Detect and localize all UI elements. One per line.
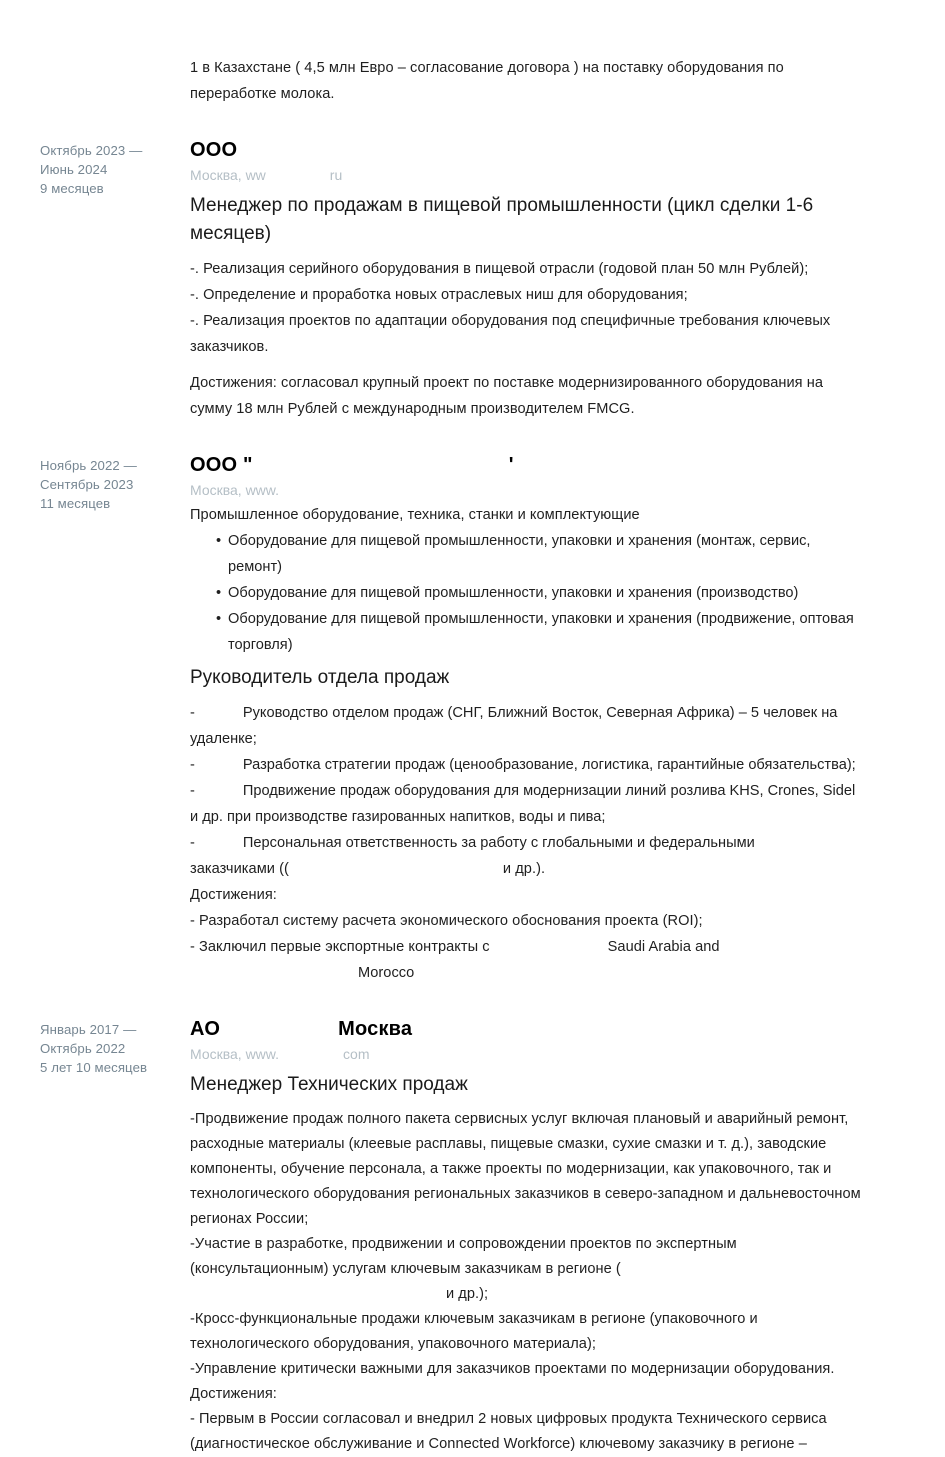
export-mid: Saudi Arabia and — [607, 939, 720, 955]
intro-paragraph — [0, 0, 945, 107]
duty-item: -. Реализация серийного оборудования в пищевой отрасли (годовой план 50 млн Рублей); — [190, 261, 809, 277]
duty-text: Разработка стратегии продаж (ценообразование, логистика, гарантийные обязательства); — [242, 757, 856, 773]
company-site-3 — [190, 1043, 867, 1065]
customers-line — [190, 856, 867, 882]
company-name-3 — [190, 1016, 867, 1042]
achievement-item: - Первым в России согласовал и внедрил 2 новых цифровых продукта Технического сервиса (диагностическое обслуживание и Connected Workforce) ключевому заказчику в регионе – — [190, 1411, 827, 1452]
experience-body-1 — [190, 137, 945, 422]
period-end: Сентябрь 2023 — [40, 477, 134, 492]
duty-item: -Управление критически важными для заказчиков проектами по модернизации оборудования. — [190, 1361, 835, 1377]
export-end: Morocco — [358, 965, 415, 981]
company-site-2 — [190, 479, 867, 501]
spacer — [0, 107, 945, 137]
customers-prefix: заказчиками (( — [190, 861, 289, 877]
duty-item: - Руководство отделом продаж (СНГ, Ближний Восток, Северная Африка) – 5 человек на удаленке; — [190, 705, 838, 747]
list-item: • Оборудование для пищевой промышленности, упаковки и хранения (монтаж, сервис, ремонт) — [216, 528, 867, 580]
list-item: • Оборудование для пищевой промышленности, упаковки и хранения (производство) — [216, 580, 867, 606]
achievement-item: - Разработал систему расчета экономического обоснования проекта (ROI); — [190, 913, 703, 929]
period-duration: 11 месяцев — [40, 496, 111, 511]
period-start: Ноябрь 2022 — — [40, 458, 137, 473]
period-end: Октябрь 2022 — [40, 1041, 126, 1056]
expert-suffix: и др.); — [446, 1286, 489, 1302]
duty-item: -. Определение и проработка новых отраслевых ниш для оборудования; — [190, 287, 688, 303]
experience-period-2 — [40, 452, 190, 513]
period-start: Январь 2017 — — [40, 1022, 137, 1037]
industry-bullets — [190, 528, 867, 658]
duty-text: Персональная ответственность за работу с глобальными и федеральными — [242, 835, 755, 851]
position-title-1: Менеджер по продажам в пищевой промышленности (цикл сделки 1-6 месяцев) — [190, 195, 814, 244]
spacer — [0, 986, 945, 1016]
experience-period-1 — [40, 137, 190, 198]
export-contracts-line — [190, 934, 867, 986]
achievements-1: Достижения: согласовал крупный проект по поставке модернизированного оборудования на сумму 18 млн Рублей с международным производителем FMCG. — [190, 375, 824, 417]
company-quote-close: ' — [508, 454, 514, 476]
company-name-2 — [190, 452, 867, 478]
spacer — [190, 360, 867, 370]
experience-body-2 — [190, 452, 945, 986]
duty-item: -. Реализация проектов по адаптации оборудования под специфичные требования ключевых заказчиков. — [190, 313, 831, 355]
list-item: • Оборудование для пищевой промышленности, упаковки и хранения (продвижение, оптовая торговля) — [216, 606, 867, 658]
duty-item: - Персональная ответственность за работу с глобальными и федеральными — [190, 835, 755, 851]
experience-entry-2 — [0, 452, 945, 986]
company-suffix: Москва — [338, 1018, 413, 1040]
period-end: Июнь 2024 — [40, 162, 108, 177]
site-suffix: ru — [329, 167, 343, 183]
experience-body-3 — [190, 1016, 945, 1457]
experience-entry-3 — [0, 1016, 945, 1457]
period-start: Октябрь 2023 — — [40, 143, 143, 158]
position-title-2: Руководитель отдела продаж — [190, 667, 450, 688]
duty-item: - Продвижение продаж оборудования для модернизации линий розлива KHS, Crones, Sidel и др. при производстве газированных напитков, воды и пива; — [190, 783, 856, 825]
site-suffix: com — [343, 1046, 370, 1062]
intro-line-2: переработке молока. — [190, 86, 335, 102]
expert-prefix: (консультационным) услугам ключевым заказчикам в регионе ( — [190, 1261, 621, 1277]
site-prefix: Москва, www. — [190, 1046, 280, 1062]
company-prefix: АО — [190, 1018, 221, 1040]
expert-line-1: -Участие в разработке, продвижении и сопровождении проектов по экспертным — [190, 1236, 737, 1252]
experience-entry-1 — [0, 137, 945, 422]
duty-text: Продвижение продаж оборудования для модернизации линий розлива KHS, Crones, Sidel и др. при производстве газированных напитков, воды и пива; — [190, 783, 856, 825]
duty-item: - Разработка стратегии продаж (ценообразование, логистика, гарантийные обязательства); — [190, 757, 856, 773]
duty-text: Руководство отделом продаж (СНГ, Ближний Восток, Северная Африка) – 5 человек на удаленке; — [190, 705, 838, 747]
achievements-label-2: Достижения: — [190, 887, 277, 903]
expert-line-2 — [190, 1257, 867, 1282]
intro-line-1: 1 в Казахстане ( 4,5 млн Евро – согласование договора ) на поставку оборудования по — [190, 60, 784, 76]
site-prefix: Москва, www. — [190, 482, 280, 498]
company-name-1 — [190, 137, 867, 163]
duty-item: -Продвижение продаж полного пакета сервисных услуг включая плановый и аварийный ремонт, расходные материалы (клеевые расплавы, пищевые смазки, сухие смазки и т. д.), заводские компоненты, обучение персонала, а также проекты по модернизации, как упаковочного, так и технологического оборудования региональных заказчиков в северо-западном и дальневосточном регионах России; — [190, 1111, 861, 1227]
site-prefix: Москва, ww — [190, 167, 266, 183]
experience-period-3 — [40, 1016, 190, 1077]
achievements-label-3: Достижения: — [190, 1386, 277, 1402]
customers-suffix: и др.). — [502, 861, 546, 877]
expert-line-3 — [190, 1282, 867, 1307]
company-prefix: ООО — [190, 139, 238, 161]
period-duration: 9 месяцев — [40, 181, 104, 196]
company-site-1 — [190, 164, 867, 186]
company-prefix: ООО " — [190, 454, 253, 476]
duty-item: -Кросс-функциональные продажи ключевым заказчикам в регионе (упаковочного и технологического оборудования, упаковочного материала); — [190, 1311, 758, 1352]
position-title-3: Менеджер Технических продаж — [190, 1074, 468, 1095]
period-duration: 5 лет 10 месяцев — [40, 1060, 148, 1075]
spacer — [0, 422, 945, 452]
industry-line: Промышленное оборудование, техника, станки и комплектующие — [190, 507, 640, 523]
export-prefix: - Заключил первые экспортные контракты с — [190, 939, 490, 955]
